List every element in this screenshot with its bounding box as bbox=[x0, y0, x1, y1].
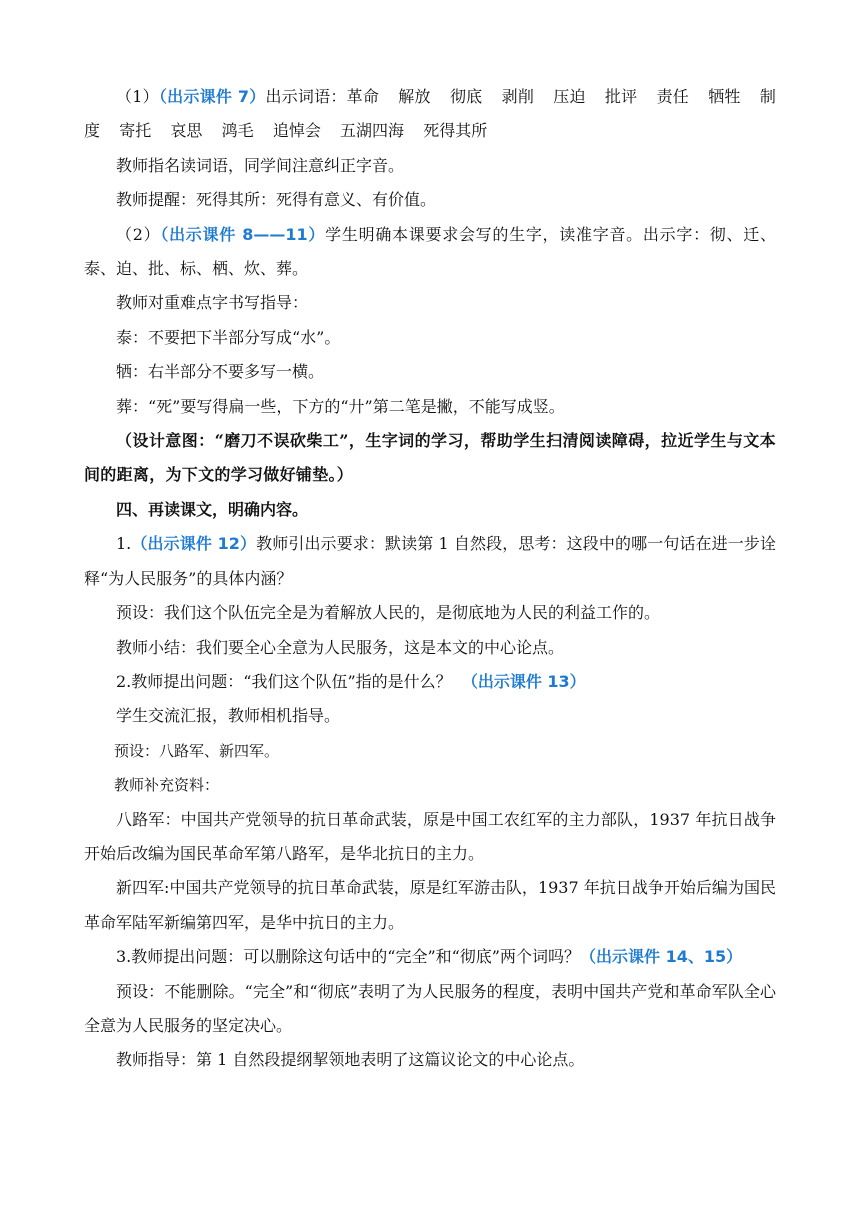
question-1-summary: 教师小结：我们要全心全意为人民服务，这是本文的中心论点。 bbox=[116, 637, 565, 657]
question-3-guide: 教师指导：第 1 自然段提纲挈领地表明了这篇议论文的中心论点。 bbox=[116, 1050, 585, 1070]
intro-text: 出示词语： bbox=[265, 87, 347, 106]
design-intent bbox=[84, 424, 776, 493]
section-heading: 四、再读课文，明确内容。 bbox=[116, 499, 309, 519]
courseware-tag: （出示课件 12） bbox=[131, 534, 257, 554]
paragraph-zang: 葬：“死”要写得扁一些，下方的“廾”第二笔是撇，不能写成竖。 bbox=[116, 396, 565, 416]
item-number: 1. bbox=[116, 534, 132, 554]
vocab-word: 剥削 bbox=[501, 87, 535, 106]
vocab-word: 批评 bbox=[604, 87, 638, 106]
question-1-preset: 预设：我们这个队伍完全是为着解放人民的，是彻底地为人民的利益工作的。 bbox=[116, 603, 661, 623]
question-2-preset: 预设：八路军、新四军。 bbox=[114, 741, 280, 760]
paragraph-balu: 八路军：中国共产党领导的抗日革命武装，原是中国工农红军的主力部队，1937 年抗日战争开始后改编为国民革命军第八路军，是华北抗日的主力。 bbox=[84, 809, 776, 863]
vocab-word: 哀思 bbox=[170, 121, 203, 141]
paragraph-characters bbox=[84, 218, 776, 287]
question-2 bbox=[84, 665, 776, 699]
vocab-word: 责任 bbox=[656, 87, 690, 106]
document-page bbox=[84, 80, 776, 1078]
vocab-word: 制度 bbox=[84, 87, 776, 141]
design-text: “磨刀不误砍柴工”，生字词的学习，帮助学生扫清阅读障碍，拉近学生与文本间的距离，为下文的学习做好铺垫。） bbox=[84, 431, 776, 485]
question-text: 2.教师提出问题：“我们这个队伍”指的是什么？ bbox=[116, 671, 452, 691]
vocab-word: 五湖四海 bbox=[340, 121, 405, 141]
paragraph-xi: 牺：右半部分不要多写一横。 bbox=[116, 362, 325, 382]
question-3-preset: 预设：不能删除。“完全”和“彻底”表明了为人民服务的程度，表明中国共产党和革命军队全心全意为人民服务的坚定决心。 bbox=[84, 981, 776, 1035]
paragraph-tai: 泰：不要把下半部分写成“水”。 bbox=[116, 327, 341, 347]
vocab-word: 解放 bbox=[398, 87, 431, 106]
courseware-tag: （出示课件 8——11） bbox=[160, 224, 326, 244]
vocab-word: 革命 bbox=[346, 87, 380, 106]
question-3 bbox=[84, 940, 776, 974]
paragraph-word-list bbox=[84, 80, 776, 149]
question-text: 3.教师提出问题：可以删除这句话中的“完全”和“彻底”两个词吗？ bbox=[116, 947, 580, 967]
vocab-word: 死得其所 bbox=[423, 121, 488, 141]
vocab-word: 牺牲 bbox=[708, 87, 741, 106]
design-label: （设计意图： bbox=[116, 431, 215, 451]
paragraph-xinsi: 新四军:中国共产党领导的抗日革命武装，原是红军游击队，1937 年抗日战争开始后编为国民革命军陆军新编第四军，是华中抗日的主力。 bbox=[84, 878, 776, 932]
question-2-exchange: 学生交流汇报，教师相机指导。 bbox=[116, 706, 341, 726]
vocab-word: 寄托 bbox=[119, 121, 152, 141]
vocab-word: 彻底 bbox=[449, 87, 483, 106]
vocab-word: 追悼会 bbox=[272, 121, 321, 141]
paragraph-text: 学生明确本课要求会写的生字，读准字音。出示字：彻、迁、泰、迫、批、标、栖、炊、葬。 bbox=[84, 224, 776, 279]
question-1 bbox=[84, 527, 776, 596]
question-text: 教师引出示要求：默读第 1 自然段，思考：这段中的哪一句话在进一步诠释“为人民服务”的具体内涵？ bbox=[84, 534, 776, 588]
item-number: （1） bbox=[116, 87, 159, 106]
courseware-tag: （出示课件 14、15） bbox=[580, 947, 743, 967]
courseware-tag: （出示课件 13） bbox=[461, 671, 586, 691]
paragraph-guide: 教师对重难点字书写指导： bbox=[116, 293, 309, 313]
paragraph-remind: 教师提醒：死得其所：死得有意义、有价值。 bbox=[116, 190, 437, 210]
paragraph-read: 教师指名读词语，同学间注意纠正字音。 bbox=[116, 155, 405, 175]
question-2-supplement: 教师补充资料： bbox=[114, 776, 220, 795]
courseware-tag: （出示课件 7） bbox=[158, 87, 266, 106]
item-number: （2） bbox=[116, 224, 161, 244]
vocab-word: 压迫 bbox=[553, 87, 586, 106]
vocab-word: 鸿毛 bbox=[221, 121, 254, 141]
